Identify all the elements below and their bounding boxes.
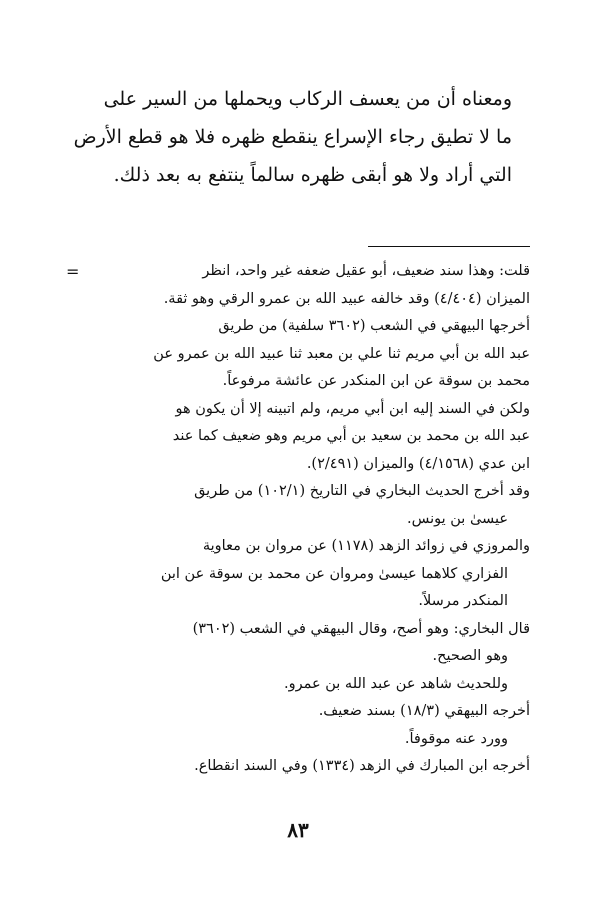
main-paragraph <box>72 80 512 194</box>
main-text-line: ما لا تطيق رجاء الإسراع ينقطع ظهره فلا هو قطع الأرض <box>73 126 512 148</box>
footnote-line: أخرجها البيهقي في الشعب (٣٦٠٢ سلفية) من طريق <box>218 318 530 334</box>
footnote-line: الميزان (٤/٤٠٤) وقد خالفه عبيد الله بن عمرو الرقي وهو ثقة. <box>163 290 530 307</box>
footnote-line: وهو الصحيح. <box>432 648 508 664</box>
footnote-separator <box>368 246 530 247</box>
footnote-line: وقد أخرج الحديث البخاري في التاريخ (١٠٢/١) من طريق <box>194 483 530 499</box>
footnote-line: قال البخاري: وهو أصح، وقال البيهقي في الشعب (٣٦٠٢) <box>192 620 530 637</box>
footnotes-block <box>68 258 530 781</box>
footnote-line: عيسىٰ بن يونس. <box>407 510 508 527</box>
footnote-line: عبد الله بن أبي مريم ثنا علي بن معبد ثنا عبيد الله بن عمرو عن <box>153 345 530 362</box>
footnote-line: أخرجه البيهقي (١٨/٣) بسند ضعيف. <box>318 703 530 719</box>
main-text-line: ومعناه أن من يعسف الركاب ويحملها من السير على <box>103 88 512 110</box>
main-text-line: التي أراد ولا هو أبقى ظهره سالماً ينتفع به بعد ذلك. <box>113 164 512 186</box>
footnote-line: قلت: وهذا سند ضعيف، أبو عقيل ضعفه غير واحد، انظر <box>202 263 530 279</box>
footnote-line: عبد الله بن محمد بن سعيد بن أبي مريم وهو ضعيف كما عند <box>172 428 530 444</box>
footnote-line: والمروزي في زوائد الزهد (١١٧٨) عن مروان بن معاوية <box>202 538 530 554</box>
footnote-line: ولكن في السند إليه ابن أبي مريم، ولم اتبينه إلا أن يكون هو <box>175 400 530 417</box>
page-number: ٨٣ <box>287 818 309 842</box>
footnote-continuation-marker: = <box>66 262 80 281</box>
footnote-line: الفزاري كلاهما عيسىٰ ومروان عن محمد بن سوقة عن ابن <box>160 565 508 582</box>
footnote-line: ابن عدي (٤/١٥٦٨) والميزان (٢/٤٩١). <box>306 455 530 472</box>
footnote-line: أخرجه ابن المبارك في الزهد (١٣٣٤) وفي السند انقطاع. <box>194 758 530 774</box>
footnote-line: محمد بن سوقة عن ابن المنكدر عن عائشة مرفوعاً. <box>222 373 530 389</box>
footnote-line: وللحديث شاهد عن عبد الله بن عمرو. <box>283 675 508 692</box>
footnote-line: المنكدر مرسلاً. <box>418 593 508 609</box>
footnote-line: وورد عنه موقوفاً. <box>404 730 508 747</box>
